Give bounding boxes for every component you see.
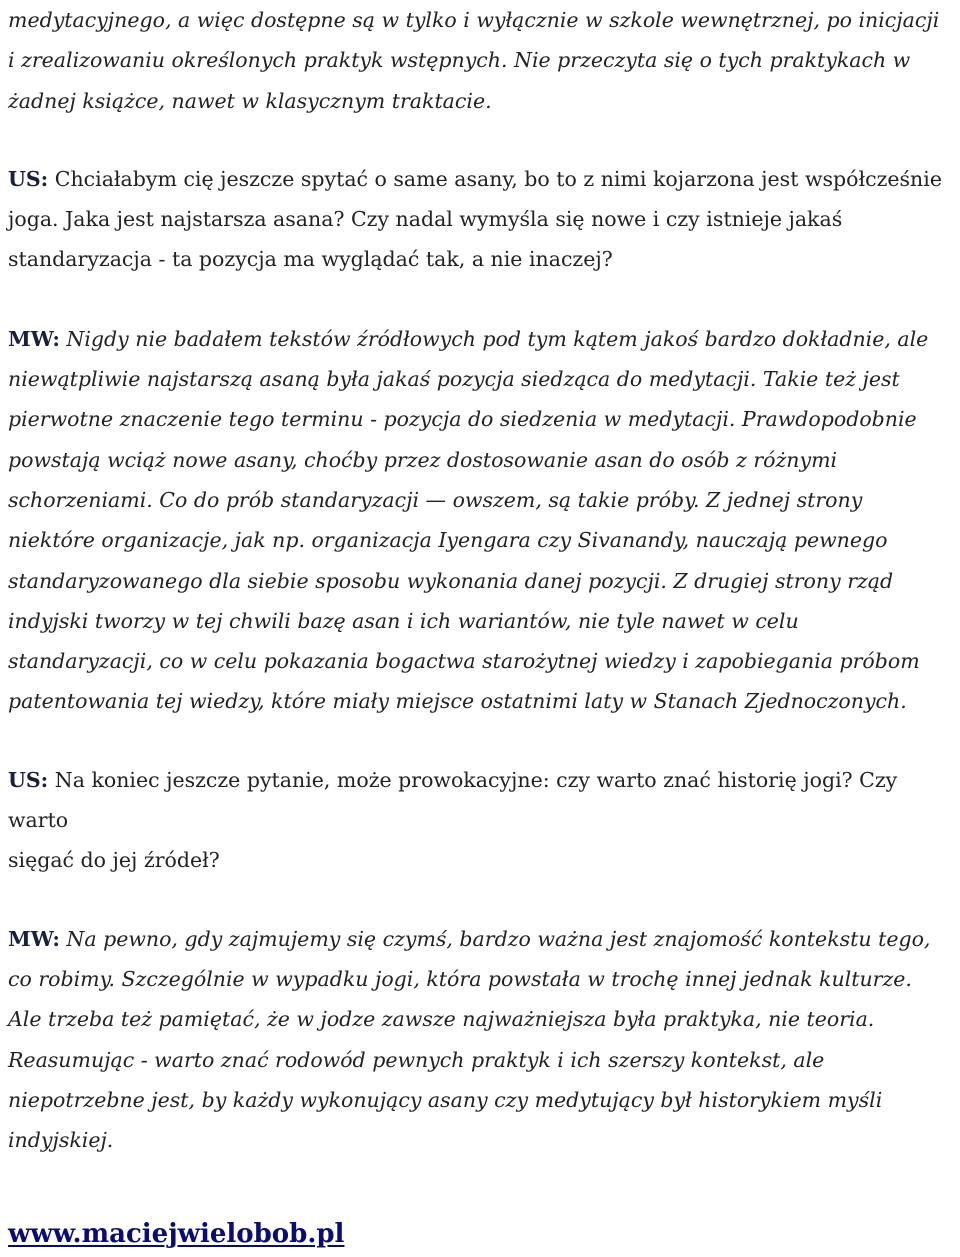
- text-line: niewątpliwie najstarszą asaną była jakaś pozycja siedząca do medytacji. Takie też jest: [8, 367, 900, 392]
- text-line: patentowania tej wiedzy, które miały miejsce ostatnimi laty w Stanach Zjednoczonych.: [8, 689, 907, 714]
- intro-paragraph: [8, 0, 960, 121]
- text-line: sięgać do jej źródeł?: [8, 848, 220, 873]
- speaker-label: US:: [8, 767, 49, 792]
- text-line: standaryzacji, co w celu pokazania bogactwa starożytnej wiedzy i zapobiegania próbom: [8, 649, 920, 674]
- document-page: [8, 0, 960, 1160]
- text-line: niepotrzebne jest, by każdy wykonujący asany czy medytujący był historykiem myśli: [8, 1087, 883, 1112]
- text-line: pierwotne znaczenie tego terminu - pozycja do siedzenia w medytacji. Prawdopodobnie: [8, 407, 917, 432]
- question-text: Na koniec jeszcze pytanie, może prowokacyjne: czy warto znać historię jogi? Czy warto: [8, 767, 898, 833]
- text-line: powstają wciąż nowe asany, choćby przez dostosowanie asan do osób z różnymi: [8, 447, 838, 472]
- text-line: standaryzacja - ta pozycja ma wyglądać tak, a nie inaczej?: [8, 247, 613, 272]
- text-line: [8, 319, 960, 359]
- answer-text: Nigdy nie badałem tekstów źródłowych pod tym kątem jakoś bardzo dokładnie, ale: [59, 326, 929, 351]
- text-line: i zrealizowaniu określonych praktyk wstępnych. Nie przeczyta się o tych praktykach w: [8, 48, 911, 73]
- text-line: Reasumując - warto znać rodowód pewnych praktyk i ich szerszy kontekst, ale: [8, 1047, 825, 1072]
- text-line: co robimy. Szczególnie w wypadku jogi, która powstała w trochę innej jednak kulturze.: [8, 966, 912, 991]
- question-paragraph-1: [8, 159, 960, 280]
- text-line: indyjskiej.: [8, 1128, 114, 1153]
- text-line: niektóre organizacje, jak np. organizacja Iyengara czy Sivanandy, nauczają pewnego: [8, 528, 888, 553]
- text-line: [8, 159, 960, 199]
- text-line: indyjski tworzy w tej chwili bazę asan i ich wariantów, nie tyle nawet w celu: [8, 608, 799, 633]
- text-line: joga. Jaka jest najstarsza asana? Czy nadal wymyśla się nowe i czy istnieje jakaś: [8, 207, 843, 232]
- answer-paragraph-2: [8, 919, 960, 1161]
- answer-paragraph-1: [8, 319, 960, 722]
- text-line: schorzeniami. Co do prób standaryzacji — owszem, są takie próby. Z jednej strony: [8, 487, 863, 512]
- question-text: Chciałabym cię jeszcze spytać o same asany, bo to z nimi kojarzona jest współcześnie: [48, 166, 942, 191]
- text-line: medytacyjnego, a więc dostępne są w tylko i wyłącznie w szkole wewnętrznej, po inicjacji: [8, 8, 940, 32]
- question-paragraph-2: [8, 760, 960, 881]
- text-line: żadnej książce, nawet w klasycznym traktacie.: [8, 88, 492, 113]
- text-line: Ale trzeba też pamiętać, że w jodze zawsze najważniejsza była praktyka, nie teoria.: [8, 1007, 875, 1032]
- text-line: [8, 760, 960, 841]
- answer-text: Na pewno, gdy zajmujemy się czymś, bardzo ważna jest znajomość kontekstu tego,: [59, 926, 931, 951]
- speaker-label: US:: [8, 166, 49, 191]
- speaker-label: MW:: [8, 326, 60, 351]
- speaker-label: MW:: [8, 926, 60, 951]
- text-line: standaryzowanego dla siebie sposobu wykonania danej pozycji. Z drugiej strony rząd: [8, 568, 894, 593]
- text-line: [8, 919, 960, 959]
- website-link[interactable]: www.maciejwielobob.pl: [8, 1219, 345, 1249]
